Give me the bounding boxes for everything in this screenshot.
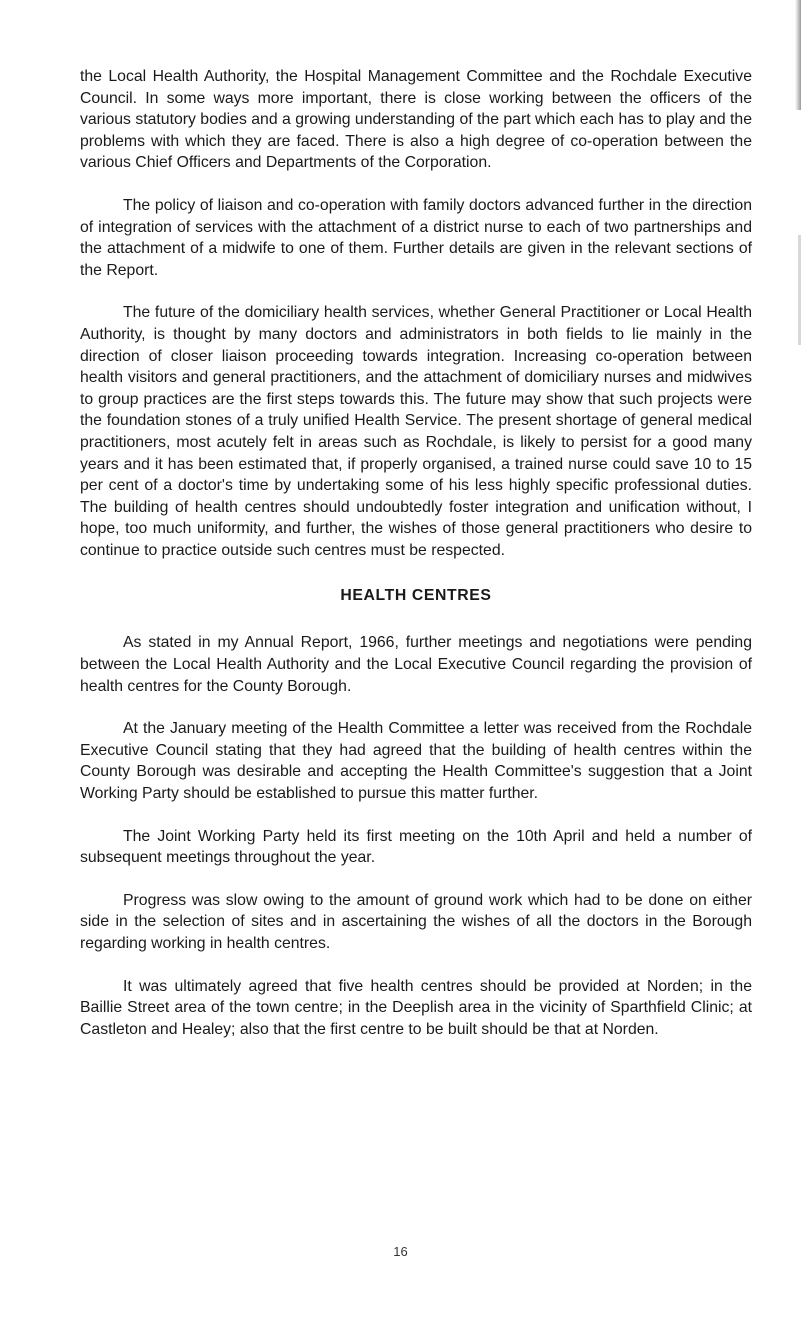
- paragraph-family-doctors: The policy of liaison and co-operation with family doctors advanced further in the direction of integration of services with the attachment of a district nurse to each of two partnerships and the attachment of a midwife to one of them. Further details are given in the relevant sections of the Report.: [80, 196, 752, 279]
- paragraph-continuation: the Local Health Authority, the Hospital Management Committee and the Rochdale Executive Council. In some ways more important, there is close working between the officers of the various statutory bodies and a growing understanding of the part which each has to play and the problems with which they are faced. There is also a high degree of co-operation between the various Chief Officers and Departments of the Corporation.: [80, 68, 752, 172]
- section-heading: HEALTH CENTRES: [340, 587, 492, 605]
- paragraph-annual-report: As stated in my Annual Report, 1966, further meetings and negotiations were pending between the Local Health Authority and the Local Executive Council regarding the provision of health centres for the County Borough.: [80, 634, 752, 695]
- scan-edge-shadow: [795, 0, 801, 110]
- paragraph-five-centres: It was ultimately agreed that five health centres should be provided at Norden; in the Baillie Street area of the town centre; in the Deeplish area in the vicinity of Sparthfield Clinic; at Castleton and Healey; also that the first centre to be built should be that at Norden.: [80, 977, 752, 1038]
- page-number: 16: [393, 1244, 408, 1259]
- document-page: [80, 66, 752, 1040]
- paragraph-progress: Progress was slow owing to the amount of ground work which had to be done on either side in the selection of sites and in ascertaining the wishes of all the doctors in the Borough regarding working in health centres.: [80, 891, 752, 952]
- paragraph-joint-working-party: The Joint Working Party held its first meeting on the 10th April and held a number of subsequent meetings throughout the year.: [80, 827, 752, 867]
- paragraph-january-meeting: At the January meeting of the Health Committee a letter was received from the Rochdale Executive Council stating that they had agreed that the building of health centres within the County Borough was desirable and accepting the Health Committee's suggestion that a Joint Working Party should be established to pursue this matter further.: [80, 720, 752, 803]
- paragraph-domiciliary-services: The future of the domiciliary health services, whether General Practitioner or Local Health Authority, is thought by many doctors and administrators in both fields to lie mainly in the direction of closer liaison proceeding towards integration. Increasing co-operation between health visitors and general practitioners, and the attachment of domiciliary nurses and midwives to group practices are the first steps towards this. The future may show that such projects were the foundation stones of a truly unified Health Service. The present shortage of general medical practitioners, most acutely felt in areas such as Rochdale, is likely to persist for a good many years and it has been estimated that, if properly organised, a trained nurse could save 10 to 15 per cent of a doctor's time by undertaking some of his less highly specific professional duties. The building of health centres should undoubtedly foster integration and unification without, I hope, too much uniformity, and further, the wishes of those general practitioners who desire to continue to practice outside such centres must be respected.: [80, 304, 752, 559]
